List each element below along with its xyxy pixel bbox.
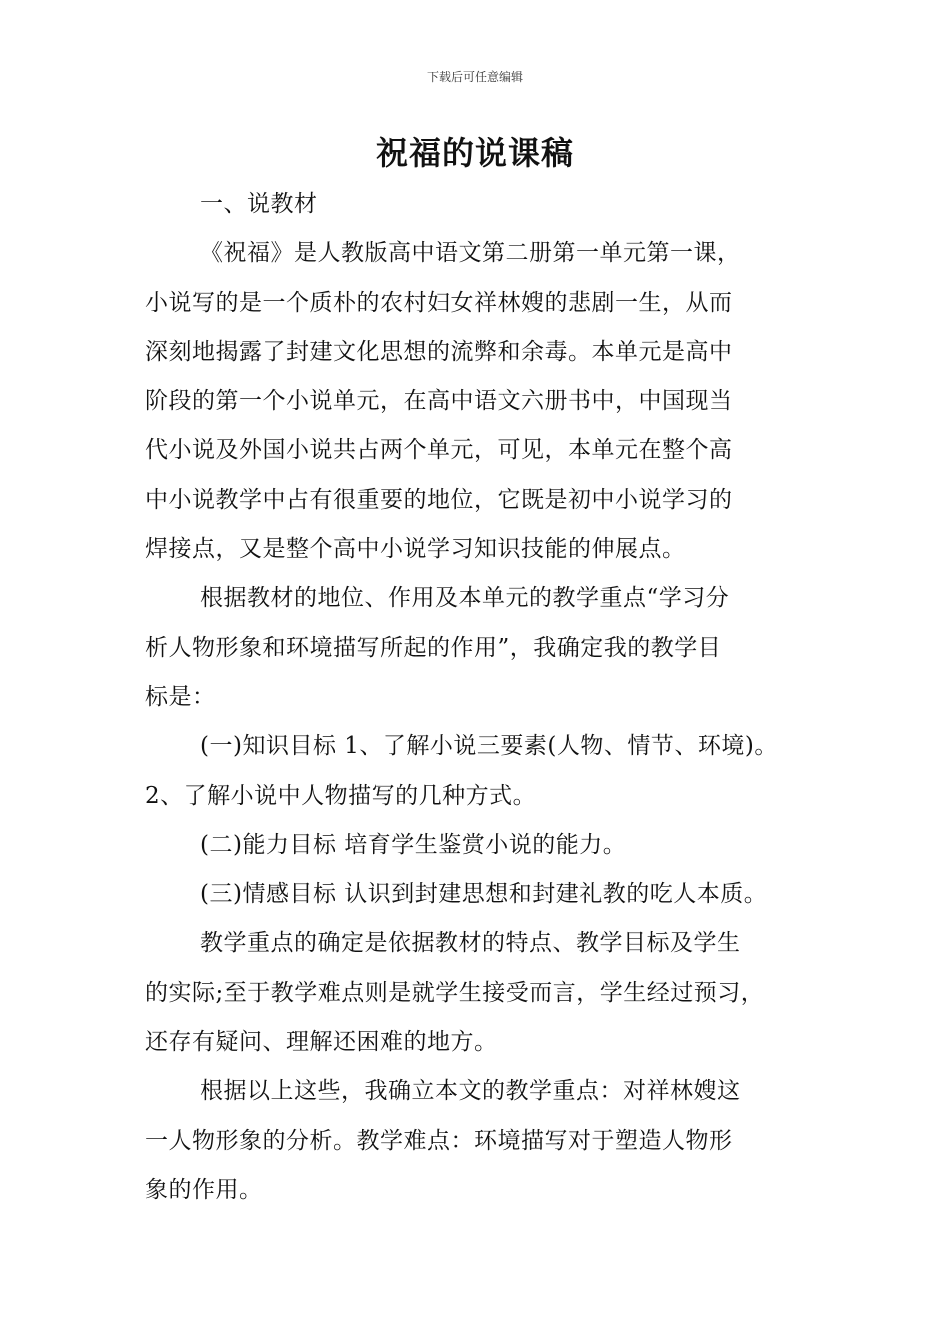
paragraph-line: 的实际;至于教学难点则是就学生接受而言，学生经过预习， bbox=[145, 979, 765, 1006]
paragraph-line: 深刻地揭露了封建文化思想的流弊和余毒。本单元是高中 bbox=[145, 338, 733, 365]
paragraph-line: 教学重点的确定是依据教材的特点、教学目标及学生 bbox=[200, 930, 741, 957]
header-note: 下载后可任意编辑 bbox=[426, 70, 523, 84]
paragraph-line: 《祝福》是人教版高中语文第二册第一单元第一课， bbox=[200, 240, 741, 267]
paragraph-line: 根据教材的地位、作用及本单元的教学重点“学习分 bbox=[200, 585, 730, 612]
paragraph-line: 代小说及外国小说共占两个单元，可见，本单元在整个高 bbox=[145, 437, 733, 464]
paragraph-line: 标是： bbox=[145, 683, 216, 710]
section-heading: 一、说教材 bbox=[200, 191, 318, 217]
paragraph-line: 象的作用。 bbox=[145, 1176, 263, 1203]
objective-emotion: (三)情感目标 认识到封建思想和封建礼教的吃人本质。 bbox=[200, 881, 768, 908]
document-body bbox=[145, 180, 815, 1215]
paragraph-line: 一人物形象的分析。教学难点：环境描写对于塑造人物形 bbox=[145, 1127, 733, 1154]
paragraph-line: 还存有疑问、理解还困难的地方。 bbox=[145, 1029, 498, 1056]
paragraph-line: 焊接点，又是整个高中小说学习知识技能的伸展点。 bbox=[145, 536, 686, 563]
paragraph-line: 2、了解小说中人物描写的几种方式。 bbox=[145, 782, 537, 809]
paragraph-line: 阶段的第一个小说单元，在高中语文六册书中，中国现当 bbox=[145, 388, 733, 415]
page-title: 祝福的说课稿 bbox=[375, 134, 574, 172]
paragraph-line: 小说写的是一个质朴的农村妇女祥林嫂的悲剧一生，从而 bbox=[145, 289, 733, 316]
paragraph-line: 中小说教学中占有很重要的地位，它既是初中小说学习的 bbox=[145, 486, 733, 513]
paragraph-line: 析人物形象和环境描写所起的作用”，我确定我的教学目 bbox=[145, 634, 722, 661]
objective-ability: (二)能力目标 培育学生鉴赏小说的能力。 bbox=[200, 831, 627, 858]
objective-knowledge: (一)知识目标 1、了解小说三要素(人物、情节、环境)。 bbox=[200, 733, 778, 760]
paragraph-line: 根据以上这些，我确立本文的教学重点：对祥林嫂这 bbox=[200, 1078, 741, 1105]
